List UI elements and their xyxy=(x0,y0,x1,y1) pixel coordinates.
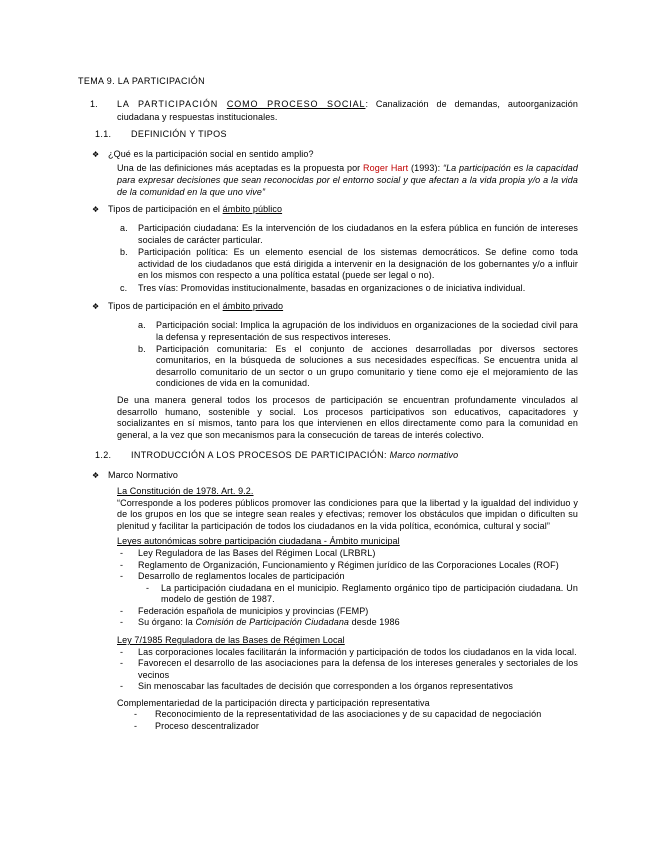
definition-author: Roger Hart xyxy=(363,162,409,173)
public-type-text: Tres vías: Promovidas institucionalmente, basadas en organizaciones o de iniciativa individual. xyxy=(138,283,526,294)
public-type-letter: c. xyxy=(120,283,128,294)
list-item-text-italic: Comisión de Participación Ciudadana xyxy=(195,617,350,628)
public-type-text: Participación política: Es un elemento esencial de los sistemas democráticos. Se define como toda actividad de los ciudadanos que está dirigida a intervenir en la designación de los gobernantes y/o a influir en los mismos con respecto a una política estatal (puede ser legal o no). xyxy=(138,247,578,281)
question-text: ¿Qué es la participación social en sentido amplio? xyxy=(108,149,314,160)
question-bullet xyxy=(92,149,578,161)
list-marker: - xyxy=(146,582,150,593)
definition-paragraph xyxy=(117,162,578,198)
list-marker: - xyxy=(120,617,124,628)
list-marker: - xyxy=(120,571,124,582)
private-type-letter: a. xyxy=(138,319,146,330)
public-type-text: Participación ciudadana: Es la intervención de los ciudadanos en la esfera pública en función de intereses sociales de carácter particular. xyxy=(138,222,578,245)
public-types-label: Tipos de participación en el xyxy=(108,204,223,215)
diamond-bullet-icon xyxy=(92,470,99,482)
diamond-bullet-icon xyxy=(92,301,99,313)
sub-list-item-text: Reconocimiento de la representatividad de las asociaciones y de su capacidad de negociación xyxy=(155,709,542,720)
sub-list-item-text: La participación ciudadana en el municipio. Reglamento orgánico tipo de participación ciudadana. Un modelo de gestión de 1987. xyxy=(161,582,578,605)
sub-list-item xyxy=(134,721,578,733)
definition-intro: Una de las definiciones más aceptadas es la propuesta por xyxy=(117,162,364,173)
list-marker: - xyxy=(120,605,124,616)
section-1-2-title: INTRODUCCIÓN A LOS PROCESOS DE PARTICIPACIÓN: xyxy=(131,450,390,461)
section-1-1-title: DEFINICIÓN Y TIPOS xyxy=(131,129,227,140)
private-type-item-a xyxy=(138,319,578,343)
section-1-2-heading xyxy=(95,450,578,462)
private-types-bullet xyxy=(92,301,578,313)
public-type-item-c xyxy=(120,283,578,295)
list-item xyxy=(120,647,578,658)
marco-normativo-bullet xyxy=(92,470,578,482)
constitution-quote: “Corresponde a los poderes públicos promover las condiciones para que la libertad y la igualdad del individuo y de los grupos en los que se integre sean reales y efectivas; remover los obstáculos que impidan o dificulten su plenitud y facilitar la participación de todos los ciudadanos en la vida política, económica, cultural y social” xyxy=(117,497,578,531)
private-type-item-b xyxy=(138,344,578,390)
private-types-label-underlined: ámbito privado xyxy=(222,301,284,312)
definition-quote: “La participación es la capacidad para expresar decisiones que sean reconocidas por el entorno social y que afectan a la vida propia y/o a la vida de la comunidad en la que uno vive” xyxy=(117,162,579,197)
section-1-title-start: LA PARTICIPACIÓN xyxy=(117,98,227,109)
complementarity-text: Complementariedad de la participación directa y participación representativa xyxy=(117,697,430,708)
complementarity-list xyxy=(0,709,655,732)
sub-list-item xyxy=(134,709,578,721)
public-type-letter: b. xyxy=(120,247,128,258)
list-marker: - xyxy=(120,559,124,570)
list-item xyxy=(120,571,578,583)
diamond-bullet-icon xyxy=(92,204,99,216)
list-marker: - xyxy=(134,709,138,720)
list-item-text: Reglamento de Organización, Funcionamiento y Régimen jurídico de las Corporaciones Locales (ROF) xyxy=(138,559,559,570)
closing-paragraph: De una manera general todos los procesos de participación se encuentran profundamente vinculados al desarrollo humano, sostenible y social. Los procesos participativos son educativos, capacitadores y socializantes en sí mismos, tanto para los que intervienen en ellos directamente como para la comunidad en general, a la vez que son mecanismos para la consecución de tareas de interés colectivo. xyxy=(117,395,578,440)
private-type-text: Participación comunitaria: Es el conjunto de acciones desarrolladas por diversos sectores comunitarios, en la búsqueda de soluciones a sus necesidades específicas. Se encuentra unida al desarrollo comunitario de un sector o un grupo comunitario y tiene como eje el mejoramiento de las condiciones de vida en la comunidad. xyxy=(156,344,578,389)
ley-7-1985-list xyxy=(0,647,655,692)
list-item-text: Desarrollo de reglamentos locales de participación xyxy=(138,571,345,582)
sub-list-item xyxy=(146,583,578,606)
constitution-heading-text: La Constitución de 1978. Art. 9.2. xyxy=(117,486,254,496)
list-item xyxy=(120,606,578,618)
ley-7-1985-heading-text: Ley 7/1985 Reguladora de las Bases de Régimen Local xyxy=(117,634,345,645)
list-item-text: Favorecen el desarrollo de las asociaciones para la defensa de los intereses generales y sectoriales de los vecinos xyxy=(138,658,578,680)
private-type-text: Participación social: Implica la agrupación de los individuos en organizaciones de la sociedad civil para la defensa y representación de sus respectivos intereses. xyxy=(156,319,578,342)
list-item-text: desde 1986 xyxy=(349,617,400,628)
section-1-2-title-italic: Marco normativo xyxy=(389,450,459,461)
list-item-text: Su órgano: la xyxy=(138,617,196,628)
marco-normativo-label: Marco Normativo xyxy=(108,470,179,481)
public-type-item-a xyxy=(120,222,578,246)
ley-7-1985-heading xyxy=(117,635,578,647)
list-item xyxy=(120,548,578,560)
list-marker: - xyxy=(134,720,138,731)
section-1-heading xyxy=(90,98,578,124)
section-1-title-rest: : Canalización de demandas, autoorganización ciudadana y respuestas institucionales. xyxy=(117,98,578,122)
section-1-number: 1. xyxy=(90,98,98,109)
list-item-text: Las corporaciones locales facilitarán la información y participación de todos los ciudadanos en la vida local. xyxy=(138,646,577,657)
list-item-text: Sin menoscabar las facultades de decisión que corresponden a los órganos representativos xyxy=(138,680,514,691)
public-types-bullet xyxy=(92,204,578,216)
constitution-heading xyxy=(117,486,578,498)
list-item xyxy=(120,681,578,692)
section-1-title-underlined: COMO PROCESO SOCIAL xyxy=(226,98,366,109)
regional-laws-list xyxy=(0,548,655,629)
diamond-bullet-icon xyxy=(92,149,99,161)
public-type-letter: a. xyxy=(120,222,128,233)
document-title: TEMA 9. LA PARTICIPACIÓN xyxy=(78,76,205,86)
definition-year: (1993): xyxy=(408,162,443,173)
section-1-2-number: 1.2. xyxy=(95,450,112,461)
section-1-1-number: 1.1. xyxy=(95,129,112,140)
private-type-letter: b. xyxy=(138,344,146,355)
sub-list-item-text: Proceso descentralizador xyxy=(155,720,259,731)
list-item-text: Federación española de municipios y provincias (FEMP) xyxy=(138,605,369,616)
list-item-text: Ley Reguladora de las Bases del Régimen Local (LRBRL) xyxy=(138,548,376,559)
private-types-label: Tipos de participación en el xyxy=(108,301,223,312)
list-item xyxy=(120,658,578,681)
list-item xyxy=(120,617,578,629)
regional-laws-heading xyxy=(117,536,578,548)
public-types-label-underlined: ámbito público xyxy=(222,204,283,215)
list-marker: - xyxy=(120,680,124,691)
list-marker: - xyxy=(120,646,124,657)
section-1-1-heading xyxy=(95,129,578,141)
public-type-item-b xyxy=(120,247,578,282)
list-marker: - xyxy=(120,548,124,559)
list-marker: - xyxy=(120,658,124,669)
list-item xyxy=(120,560,578,572)
regional-laws-heading-text: Leyes autonómicas sobre participación ciudadana - Ámbito municipal xyxy=(117,536,400,547)
